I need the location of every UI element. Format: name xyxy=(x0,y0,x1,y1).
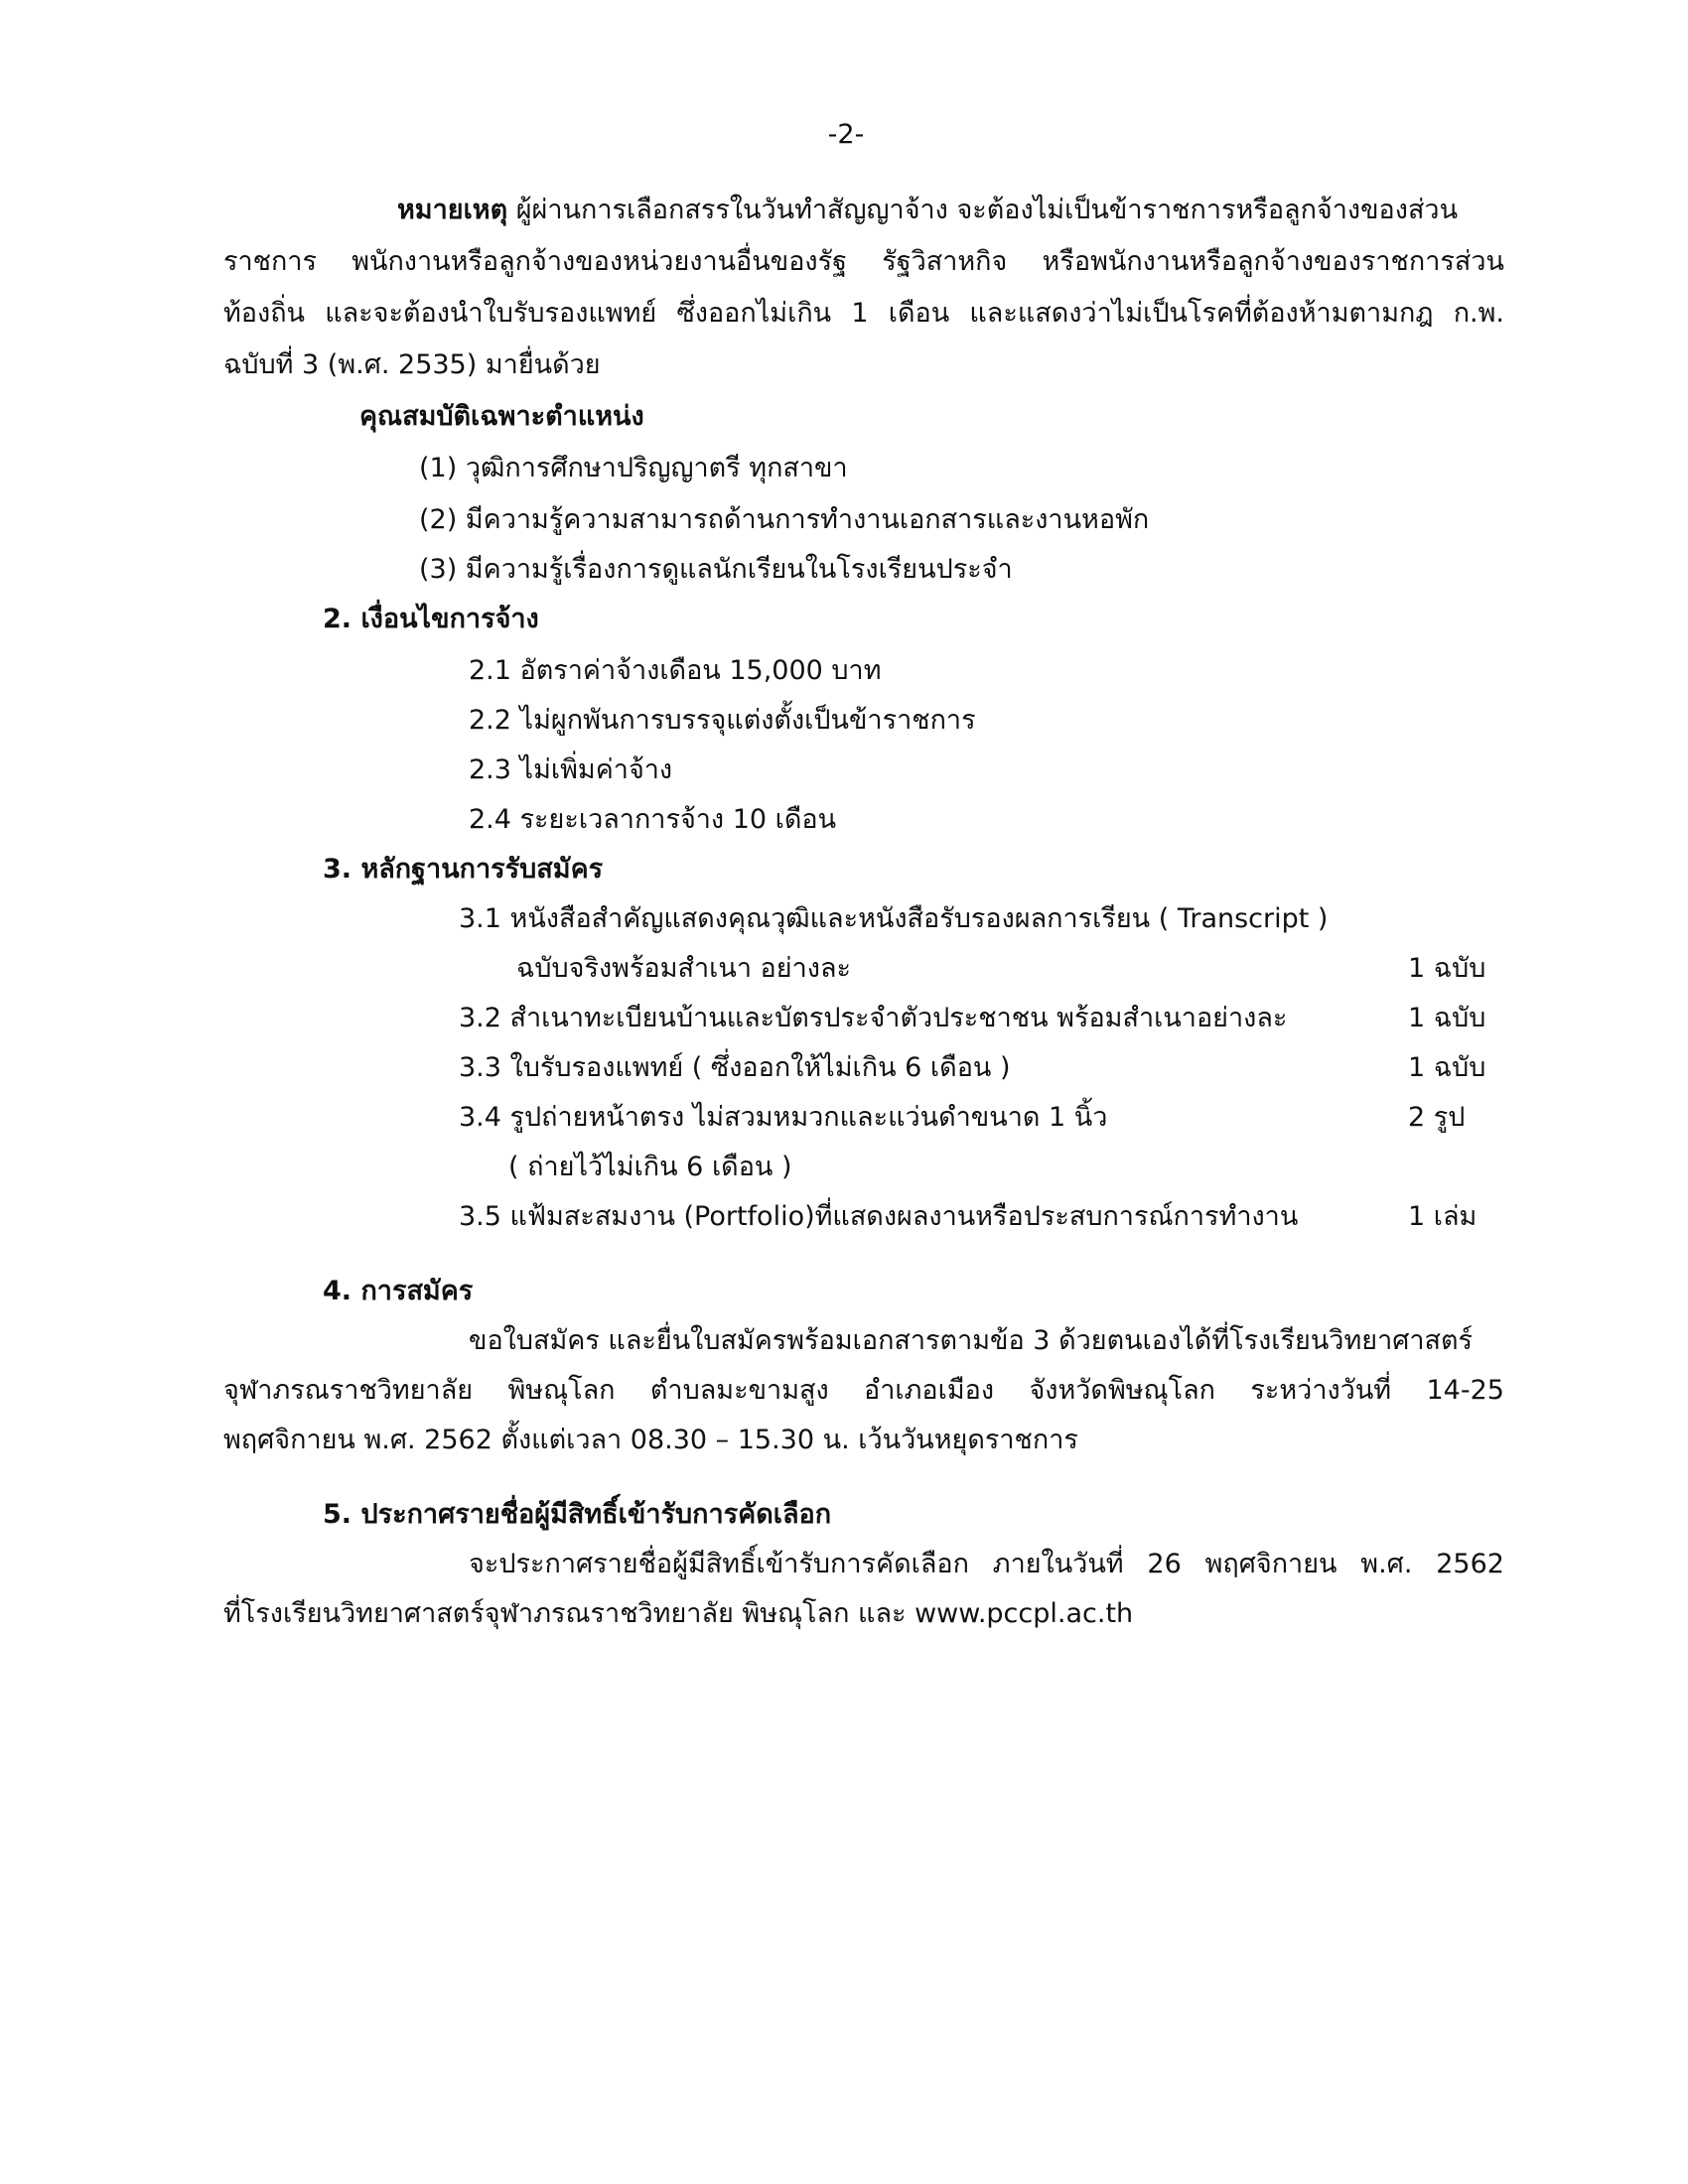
qualification-item-1: (1) วุฒิการศึกษาปริญญาตรี ทุกสาขา xyxy=(419,453,848,483)
section-4-word: อำเภอเมือง xyxy=(864,1375,995,1406)
section-3-item-1-continuation: ฉบับจริงพร้อมสำเนา อย่างละ xyxy=(516,953,851,984)
section-4-line-3: พฤศจิกายน พ.ศ. 2562 ตั้งแต่เวลา 08.30 – 15.30 น. เว้นวันหยุดราชการ xyxy=(223,1425,1078,1455)
note-word: พนักงานหรือลูกจ้างของหน่วยงานอื่นของรัฐ xyxy=(352,246,847,277)
section-3-item-1-quantity: 1 ฉบับ xyxy=(1408,953,1486,984)
section-5-word: พฤศจิกายน xyxy=(1204,1549,1337,1579)
note-line-1 xyxy=(397,195,1504,225)
section-5-word: ภายในวันที่ xyxy=(992,1549,1124,1579)
section-3-item-4: 3.4 รูปถ่ายหน้าตรง ไม่สวมหมวกและแว่นดำขนาด 1 นิ้ว xyxy=(459,1102,1108,1133)
section-5-line-2: ที่โรงเรียนวิทยาศาสตร์จุฬาภรณราชวิทยาลัย พิษณุโลก และ www.pccpl.ac.th xyxy=(223,1598,1134,1629)
section-3-item-1: 3.1 หนังสือสำคัญแสดงคุณวุฒิและหนังสือรับรองผลการเรียน ( Transcript ) xyxy=(459,903,1329,934)
note-word: หรือพนักงานหรือลูกจ้างของราชการส่วน xyxy=(1042,246,1504,277)
section-2-item-2: 2.2 ไม่ผูกพันการบรรจุแต่งตั้งเป็นข้าราชการ xyxy=(469,705,976,736)
section-3-item-5-quantity: 1 เล่ม xyxy=(1408,1201,1477,1232)
note-word: และแสดงว่าไม่เป็นโรคที่ต้องห้ามตามกฎ xyxy=(969,298,1434,329)
section-3-item-5: 3.5 แฟ้มสะสมงาน (Portfolio)ที่แสดงผลงานหรือประสบการณ์การทำงาน xyxy=(459,1201,1299,1232)
note-word: ก.พ. xyxy=(1453,298,1504,329)
note-label: หมายเหตุ xyxy=(397,195,508,225)
qualifications-heading: คุณสมบัติเฉพาะตำแหน่ง xyxy=(359,401,644,432)
note-word: เดือน xyxy=(888,298,950,329)
note-word: 1 xyxy=(851,298,869,329)
section-4-heading: 4. การสมัคร xyxy=(323,1276,474,1306)
note-word: ราชการ xyxy=(223,246,317,277)
section-4-word: ระหว่างวันที่ xyxy=(1250,1375,1392,1406)
section-2-item-4: 2.4 ระยะเวลาการจ้าง 10 เดือน xyxy=(469,804,837,835)
section-4-line-2 xyxy=(223,1375,1504,1406)
section-5-heading: 5. ประกาศรายชื่อผู้มีสิทธิ์เข้ารับการคัดเลือก xyxy=(323,1499,832,1530)
section-3-item-3-quantity: 1 ฉบับ xyxy=(1408,1052,1486,1083)
section-3-item-2-quantity: 1 ฉบับ xyxy=(1408,1003,1486,1033)
section-4-word: จังหวัดพิษณุโลก xyxy=(1029,1375,1215,1406)
section-5-word: 26 xyxy=(1147,1549,1182,1579)
note-line-3 xyxy=(223,298,1504,329)
page-number: -2- xyxy=(827,119,865,150)
note-line-4: ฉบับที่ 3 (พ.ศ. 2535) มายื่นด้วย xyxy=(223,349,601,380)
section-3-item-4-quantity: 2 รูป xyxy=(1408,1102,1466,1133)
section-3-item-4-continuation: ( ถ่ายไว้ไม่เกิน 6 เดือน ) xyxy=(508,1152,792,1182)
section-5-word: 2562 xyxy=(1436,1549,1504,1579)
qualification-item-3: (3) มีความรู้เรื่องการดูแลนักเรียนในโรงเรียนประจำ xyxy=(419,554,1013,585)
note-text: ผู้ผ่านการเลือกสรรในวันทำสัญญาจ้าง จะต้องไม่เป็นข้าราชการหรือลูกจ้างของส่วน xyxy=(515,195,1459,225)
note-word: รัฐวิสาหกิจ xyxy=(882,246,1008,277)
qualification-item-2: (2) มีความรู้ความสามารถด้านการทำงานเอกสารและงานหอพัก xyxy=(419,504,1150,535)
section-4-word: ตำบลมะขามสูง xyxy=(649,1375,829,1406)
note-word: ซึ่งออกไม่เกิน xyxy=(676,298,832,329)
section-5-line-1 xyxy=(469,1549,1504,1579)
section-4-line-1: ขอใบสมัคร และยื่นใบสมัครพร้อมเอกสารตามข้อ 3 ด้วยตนเองได้ที่โรงเรียนวิทยาศาสตร์ xyxy=(469,1325,1474,1356)
section-2-item-3: 2.3 ไม่เพิ่มค่าจ้าง xyxy=(469,754,673,785)
note-word: ท้องถิ่น xyxy=(223,298,306,329)
note-word: และจะต้องนำใบรับรองแพทย์ xyxy=(325,298,657,329)
section-5-word: พ.ศ. xyxy=(1360,1549,1413,1579)
section-4-word: 14-25 xyxy=(1426,1375,1504,1406)
section-3-heading: 3. หลักฐานการรับสมัคร xyxy=(323,854,604,885)
note-line-2 xyxy=(223,246,1504,277)
section-3-item-2: 3.2 สำเนาทะเบียนบ้านและบัตรประจำตัวประชาชน พร้อมสำเนาอย่างละ xyxy=(459,1003,1288,1033)
section-4-word: จุฬาภรณราชวิทยาลัย xyxy=(223,1375,474,1406)
section-2-heading: 2. เงื่อนไขการจ้าง xyxy=(323,604,539,634)
section-2-item-1: 2.1 อัตราค่าจ้างเดือน 15,000 บาท xyxy=(469,655,882,686)
section-5-word: จะประกาศรายชื่อผู้มีสิทธิ์เข้ารับการคัดเลือก xyxy=(469,1549,969,1579)
section-3-item-3: 3.3 ใบรับรองแพทย์ ( ซึ่งออกให้ไม่เกิน 6 เดือน ) xyxy=(459,1052,1011,1083)
section-4-word: พิษณุโลก xyxy=(507,1375,616,1406)
